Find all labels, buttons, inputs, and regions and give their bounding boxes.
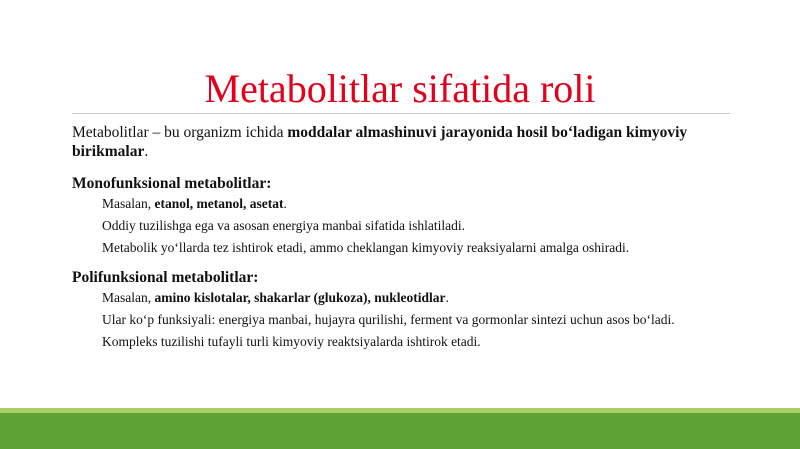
footer-band <box>0 413 800 449</box>
intro-prefix: Metabolitlar – bu organizm ichida <box>72 124 288 141</box>
example-suffix: . <box>445 290 449 305</box>
slide-title: Metabolitlar sifatida roli <box>204 66 596 111</box>
list-item: Ular ko‘p funksiyali: energiya manbai, hujayra qurilishi, ferment va gormonlar sintezi uchun asos bo‘ladi. <box>102 312 675 327</box>
example-bold: etanol, metanol, asetat <box>154 196 284 211</box>
intro-bold: moddalar almashinuvi jarayonida hosil bo‘ladigan kimyoviy birikmalar <box>72 124 688 160</box>
list-item-example <box>102 196 698 212</box>
example-bold: amino kislotalar, shakarlar (glukoza), nukleotidlar <box>154 290 446 305</box>
example-prefix: Masalan, <box>102 290 155 305</box>
list-item: Oddiy tuzilishga ega va asosan energiya manbai sifatida ishlatiladi. <box>102 218 466 233</box>
intro-paragraph <box>72 123 712 161</box>
example-suffix: . <box>283 196 287 211</box>
list-item-example <box>102 290 698 306</box>
section-heading-mono: Monofunksional metabolitlar: <box>72 175 272 192</box>
section-list-poly <box>102 290 712 350</box>
example-prefix: Masalan, <box>102 196 155 211</box>
section-heading-poly: Polifunksional metabolitlar: <box>72 269 259 286</box>
list-item: Metabolik yo‘llarda tez ishtirok etadi, ammo cheklangan kimyoviy reaksiyalarni amalga oshiradi. <box>102 240 630 255</box>
section-list-mono <box>102 196 712 256</box>
slide-content <box>72 123 712 362</box>
list-item: Kompleks tuzilishi tufayli turli kimyoviy reaktsiyalarda ishtirok etadi. <box>102 334 481 349</box>
title-divider <box>72 113 730 114</box>
intro-suffix: . <box>144 143 149 160</box>
